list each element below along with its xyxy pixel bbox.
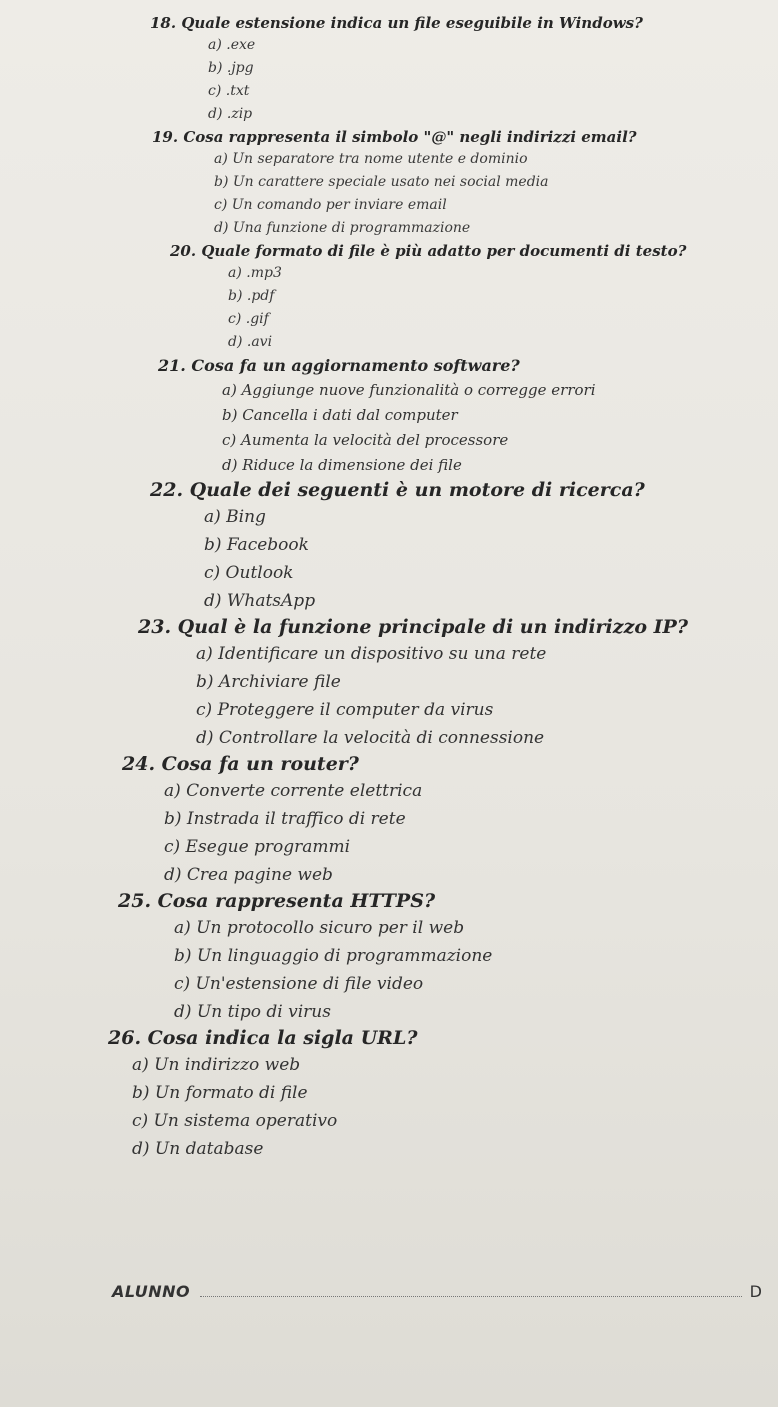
option: c) Un'estensione di file video: [174, 974, 424, 994]
option: d) Un database: [132, 1139, 264, 1159]
student-label: ALUNNO: [112, 1282, 191, 1301]
option: b) Facebook: [204, 535, 309, 555]
question-title: 19. Cosa rappresenta il simbolo "@" negli indirizzi email?: [152, 128, 637, 146]
question-26: [108, 1026, 778, 1163]
option: a) .mp3: [228, 265, 282, 281]
option: b) Cancella i dati dal computer: [222, 406, 458, 424]
option: c) Un comando per inviare email: [214, 197, 447, 213]
option: b) Un formato di file: [132, 1083, 308, 1103]
question-title: 23. Qual è la funzione principale di un indirizzo IP?: [138, 616, 688, 638]
option-list: [214, 148, 778, 240]
question-title: 24. Cosa fa un router?: [122, 753, 359, 775]
option: d) Una funzione di programmazione: [214, 220, 471, 236]
option: c) .gif: [228, 311, 269, 327]
question-list: [0, 12, 778, 1163]
option-list: [164, 777, 778, 889]
question-title: 21. Cosa fa un aggiornamento software?: [158, 356, 520, 375]
option: c) Esegue programmi: [164, 837, 351, 857]
option: a) .exe: [208, 37, 256, 53]
option: a) Converte corrente elettrica: [164, 781, 423, 801]
option: d) .avi: [228, 334, 273, 350]
option: c) Outlook: [204, 563, 294, 583]
option: d) WhatsApp: [204, 591, 316, 611]
option: d) .zip: [208, 106, 253, 122]
option-list: [208, 34, 778, 126]
question-24: [122, 752, 778, 889]
option: a) Un protocollo sicuro per il web: [174, 918, 465, 938]
option: a) Un indirizzo web: [132, 1055, 301, 1075]
question-21: [158, 354, 778, 478]
option: b) Archiviare file: [196, 672, 341, 692]
option: c) Proteggere il computer da virus: [196, 700, 494, 720]
option: a) Un separatore tra nome utente e dominio: [214, 151, 528, 167]
option: d) Crea pagine web: [164, 865, 333, 885]
question-25: [118, 889, 778, 1026]
question-title: 20. Quale formato di file è più adatto per documenti di testo?: [170, 242, 687, 260]
question-20: [170, 240, 778, 354]
option: b) .jpg: [208, 60, 254, 76]
option: a) Bing: [204, 507, 266, 527]
question-23: [138, 615, 778, 752]
option: a) Identificare un dispositivo su una rete: [196, 644, 547, 664]
question-22: [150, 478, 778, 615]
option: d) Controllare la velocità di connessione: [196, 728, 545, 748]
option: b) .pdf: [228, 288, 275, 304]
option: a) Aggiunge nuove funzionalità o corregge errori: [222, 381, 596, 399]
option: d) Un tipo di virus: [174, 1002, 331, 1022]
option: c) Aumenta la velocità del processore: [222, 431, 509, 449]
option: c) Un sistema operativo: [132, 1111, 338, 1131]
question-title: 22. Quale dei seguenti è un motore di ricerca?: [150, 479, 645, 501]
question-title: 26. Cosa indica la sigla URL?: [108, 1027, 418, 1049]
option-list: [204, 503, 778, 615]
student-name-line: [112, 1282, 762, 1301]
question-19: [152, 126, 778, 240]
option-list: [174, 914, 778, 1026]
name-blank-line[interactable]: [200, 1295, 742, 1297]
option: b) Un linguaggio di programmazione: [174, 946, 493, 966]
option: d) Riduce la dimensione dei file: [222, 456, 462, 474]
option-list: [196, 640, 778, 752]
question-title: 25. Cosa rappresenta HTTPS?: [118, 890, 436, 912]
option: b) Instrada il traffico di rete: [164, 809, 406, 829]
option-list: [222, 378, 778, 478]
option-list: [132, 1051, 778, 1163]
footer-tail-text: D: [749, 1282, 762, 1301]
question-18: [150, 12, 778, 126]
option: b) Un carattere speciale usato nei social media: [214, 174, 549, 190]
question-title: 18. Quale estensione indica un file eseguibile in Windows?: [150, 14, 643, 32]
option: c) .txt: [208, 83, 250, 99]
option-list: [228, 262, 778, 354]
